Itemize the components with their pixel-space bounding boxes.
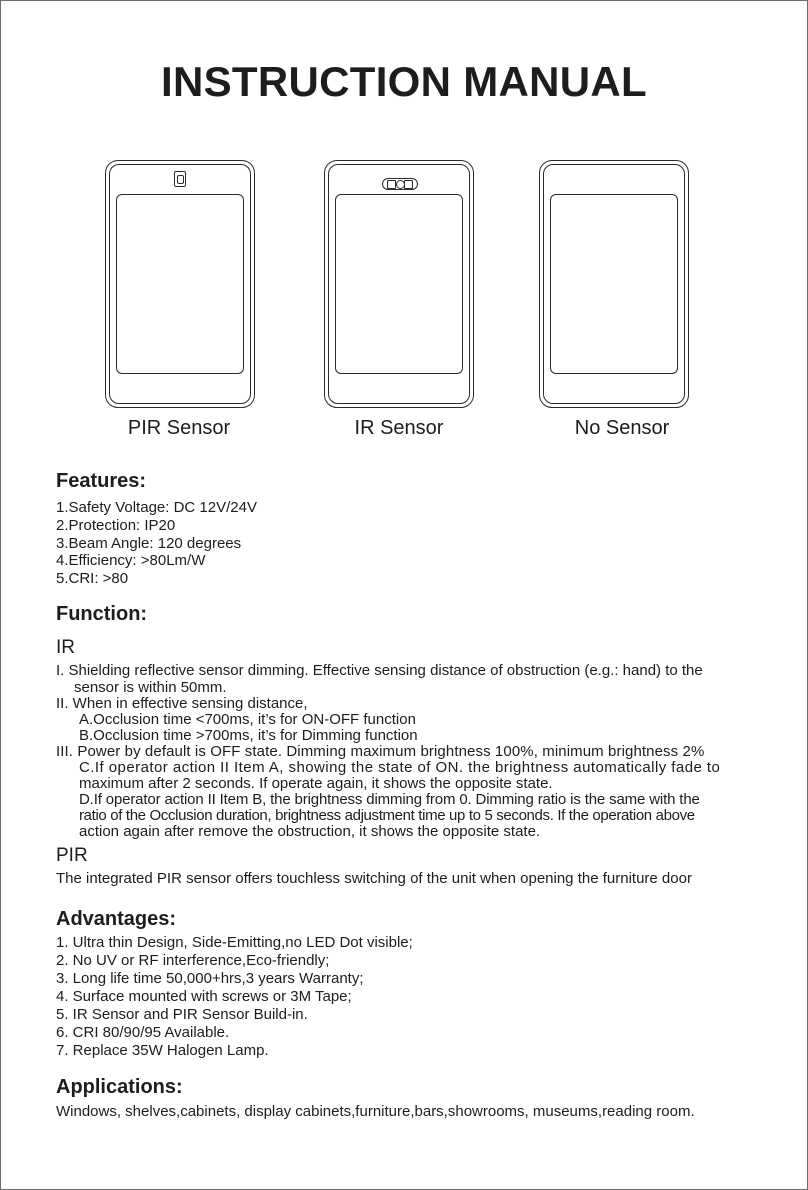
- applications-heading: Applications:: [56, 1076, 183, 1098]
- advantages-heading: Advantages:: [56, 908, 177, 930]
- function-heading: Function:: [56, 603, 148, 625]
- ir-text-line: ratio of the Occlusion duration, brightness adjustment time up to 5 seconds. If the operation above: [79, 807, 695, 824]
- advantage-item: 5. IR Sensor and PIR Sensor Build-in.: [56, 1006, 308, 1023]
- device-label-none: No Sensor: [574, 417, 670, 439]
- applications-text: Windows, shelves,cabinets, display cabinets,furniture,bars,showrooms, museums,reading room.: [56, 1103, 695, 1120]
- device-pir-sensor: [105, 160, 255, 408]
- pir-label: PIR: [56, 845, 88, 866]
- device-no-sensor: [539, 160, 689, 408]
- ir-text-line: action again after remove the obstruction, it shows the opposite state.: [79, 823, 541, 840]
- pir-sensor-window-icon: [174, 171, 186, 187]
- light-panel: [335, 194, 463, 374]
- light-panel: [550, 194, 678, 374]
- advantage-item: 1. Ultra thin Design, Side-Emitting,no LED Dot visible;: [56, 934, 413, 951]
- ir-label: IR: [56, 637, 75, 658]
- ir-text-line: A.Occlusion time <700ms, it’s for ON-OFF function: [79, 711, 416, 728]
- feature-item: 1.Safety Voltage: DC 12V/24V: [56, 499, 257, 516]
- feature-item: 5.CRI: >80: [56, 570, 129, 587]
- advantage-item: 6. CRI 80/90/95 Available.: [56, 1024, 230, 1041]
- advantage-item: 4. Surface mounted with screws or 3M Tape;: [56, 988, 352, 1005]
- ir-text-line: III. Power by default is OFF state. Dimming maximum brightness 100%, minimum brightness 2%: [56, 743, 705, 760]
- feature-item: 2.Protection: IP20: [56, 517, 176, 534]
- ir-text-line: C.If operator action II Item A, showing the state of ON. the brightness automatically fade to: [79, 759, 721, 776]
- light-panel: [116, 194, 244, 374]
- feature-item: 3.Beam Angle: 120 degrees: [56, 535, 242, 552]
- advantage-item: 7. Replace 35W Halogen Lamp.: [56, 1042, 269, 1059]
- ir-text-line: sensor is within 50mm.: [74, 679, 227, 696]
- ir-text-line: I. Shielding reflective sensor dimming. Effective sensing distance of obstruction (e.g.: hand) to the: [56, 662, 703, 679]
- device-ir-sensor: [324, 160, 474, 408]
- page-title: INSTRUCTION MANUAL: [160, 58, 648, 105]
- device-label-ir: IR Sensor: [354, 417, 444, 439]
- ir-text-line: II. When in effective sensing distance,: [56, 695, 308, 712]
- pir-text: The integrated PIR sensor offers touchless switching of the unit when opening the furniture door: [56, 870, 692, 887]
- ir-text-line: maximum after 2 seconds. If operate again, it shows the opposite state.: [79, 775, 553, 792]
- features-heading: Features:: [56, 470, 147, 492]
- ir-text-line: B.Occlusion time >700ms, it’s for Dimming function: [79, 727, 418, 744]
- ir-text-line: D.If operator action II Item B, the brightness dimming from 0. Dimming ratio is the same with the: [79, 791, 700, 808]
- advantage-item: 2. No UV or RF interference,Eco-friendly;: [56, 952, 330, 969]
- device-label-pir: PIR Sensor: [127, 417, 231, 439]
- feature-item: 4.Efficiency: >80Lm/W: [56, 552, 206, 569]
- ir-sensor-window-icon: [382, 178, 418, 190]
- advantage-item: 3. Long life time 50,000+hrs,3 years Warranty;: [56, 970, 364, 987]
